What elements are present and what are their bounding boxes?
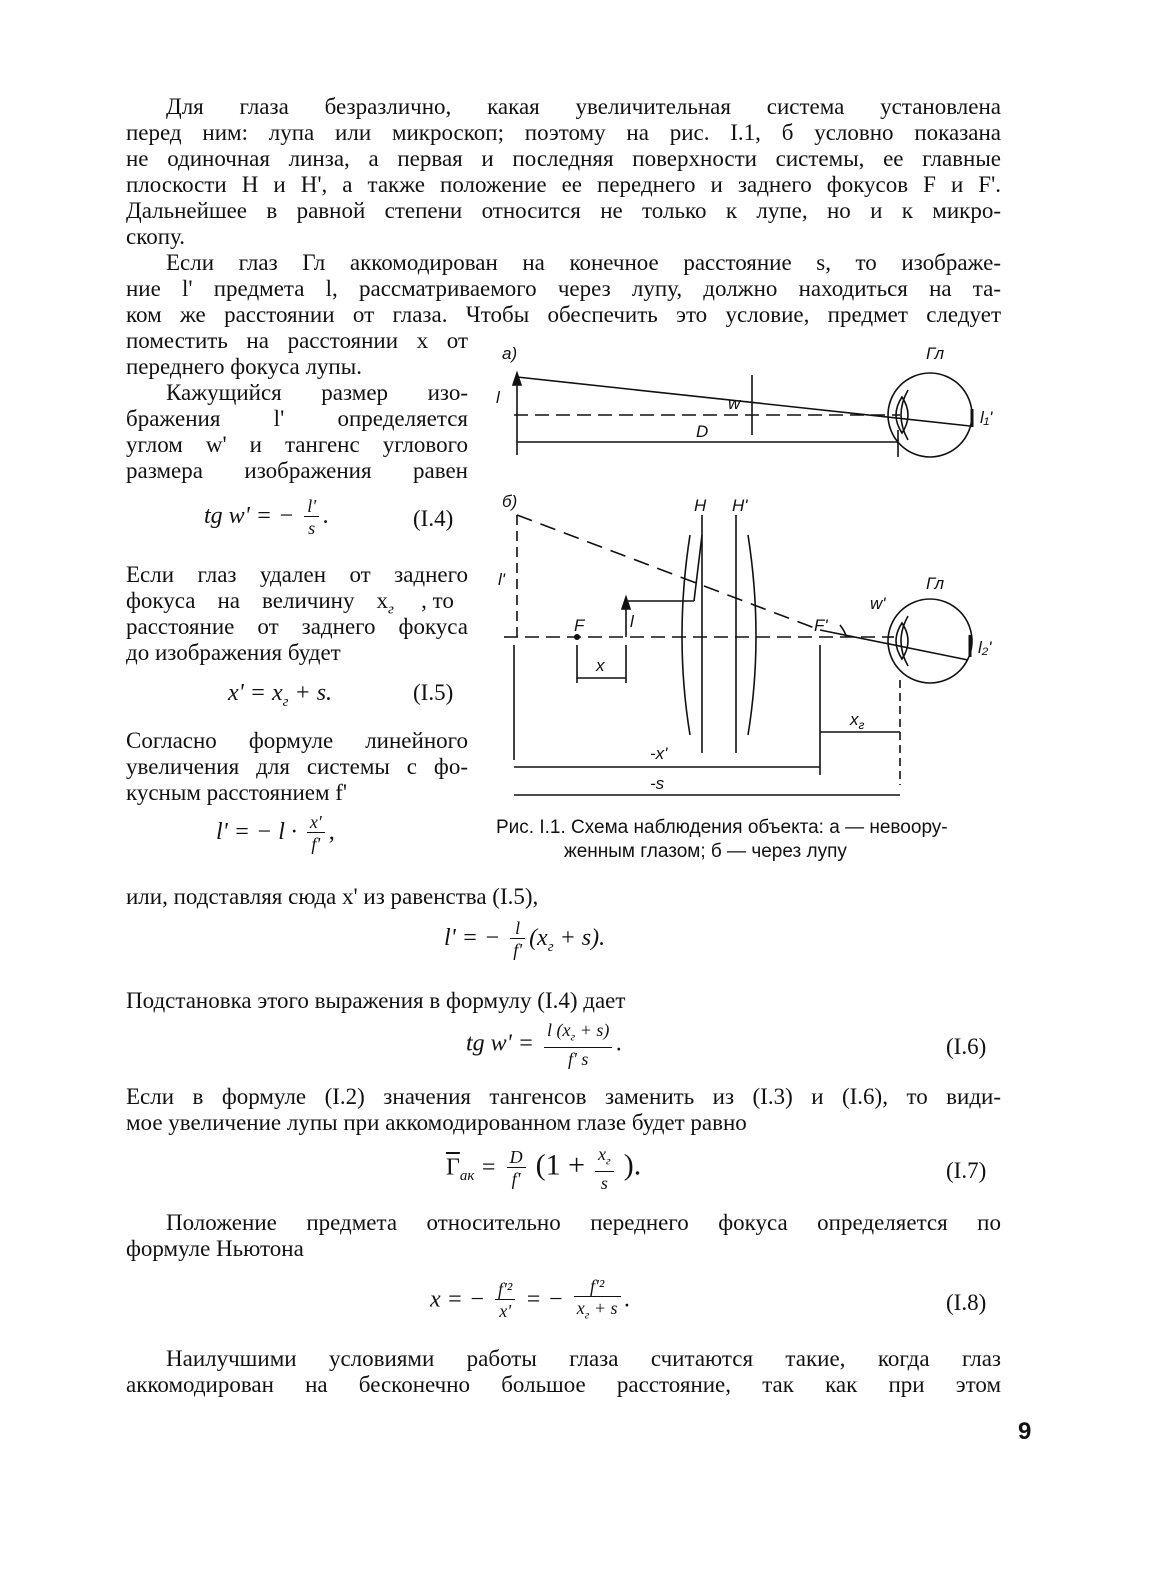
text-line: Если глаз удален от заднего xyxy=(126,562,468,587)
text-line: Если в формуле (I.2) значения тангенсов заменить из (I.3) и (I.6), то види- xyxy=(126,1084,1001,1109)
distance-label-xr: $x_г$ xyxy=(850,710,865,732)
equation-1-7 xyxy=(446,1144,641,1194)
angle-label-w-prime: w' xyxy=(870,594,886,613)
equation-lhs: l' = − l · xyxy=(216,819,297,846)
text-line: скопу. xyxy=(126,224,185,249)
lens-front-surface xyxy=(682,535,690,735)
equation-lhs: tg w' = − xyxy=(204,503,295,530)
equation-tail: (x xyxy=(529,925,548,952)
focus-label-F: F xyxy=(574,616,585,635)
object-label-b: l xyxy=(630,612,634,631)
arrow-head xyxy=(513,373,521,385)
equation-linear-magnification xyxy=(216,812,335,855)
distance-label-minus-s: -s xyxy=(650,774,665,793)
fraction xyxy=(307,812,325,855)
fraction-numerator: l xyxy=(510,918,525,939)
text-line: кусным расстоянием f' xyxy=(126,780,348,805)
fraction-numerator: $x_г$ xyxy=(595,1144,614,1172)
distance-label-minus-x-prime: -x' xyxy=(650,744,668,763)
text-line: Согласно формуле линейного xyxy=(126,728,468,753)
equation-sign: = xyxy=(474,1154,497,1181)
equation-gamma: $\overline{\Gamma}$ xyxy=(446,1154,460,1181)
text-line: расстояние от заднего фокуса xyxy=(126,614,468,639)
equation-number: (I.6) xyxy=(946,1034,987,1059)
text-line: углом w' и тангенс углового xyxy=(126,432,468,457)
text-line: Для глаза безразлично, какая увеличительная система установлена xyxy=(166,94,1001,119)
fraction xyxy=(544,1020,612,1070)
text-line: Положение предмета относительно переднего фокуса определяется по xyxy=(166,1210,1001,1235)
fraction-denominator: s xyxy=(600,1172,608,1193)
equation-lhs: x' = x xyxy=(228,680,283,706)
distance-label-D: D xyxy=(696,422,709,441)
fraction-numerator: D xyxy=(507,1147,526,1168)
equation-sign: = − xyxy=(525,1286,564,1313)
text-line: до изображения будет xyxy=(126,640,341,665)
text-line: размера изображения равен xyxy=(126,458,468,483)
equation-tail: + s). xyxy=(553,925,606,952)
equation-lhs: tg w' = xyxy=(466,1030,535,1057)
equation-lhs: x = − xyxy=(430,1286,486,1313)
plane-label-H: H xyxy=(694,496,707,515)
fraction-denominator: s xyxy=(308,518,316,538)
fraction xyxy=(507,1147,526,1190)
fraction-denominator: $x_г + s$ xyxy=(576,1298,618,1322)
parenthesis-open: (1 + xyxy=(535,1148,586,1182)
text-line: Подстановка этого выражения в формулу (I.4) дает xyxy=(126,988,626,1013)
image-label-b: l' xyxy=(498,570,506,589)
focus-label-F-prime: F' xyxy=(814,616,828,635)
subscript: ак xyxy=(459,1168,475,1185)
text-line: ние l' предмета l, рассматриваемого через лупу, должно находиться на та- xyxy=(126,276,1001,301)
fraction xyxy=(304,496,319,539)
equation-1-8 xyxy=(430,1276,631,1326)
fraction-denominator: f' xyxy=(511,1169,521,1190)
text-line: увеличения для системы с фо- xyxy=(126,754,468,779)
fraction-denominator: f' xyxy=(311,834,321,854)
fraction-numerator: f'² xyxy=(495,1279,515,1300)
fraction-denominator: f' s xyxy=(568,1048,589,1069)
text-line: поместить на расстоянии x от xyxy=(126,328,468,353)
fraction-numerator: f'² xyxy=(574,1276,621,1297)
equation-tail: , xyxy=(328,819,335,846)
text-line: или, подставляя сюда x' из равенства (I.5), xyxy=(126,884,539,909)
figure-label-b: б) xyxy=(502,492,518,511)
equation-tail: . xyxy=(624,1286,631,1313)
caption-line: женным глазом; б — через лупу xyxy=(564,841,847,862)
equation-number: (I.8) xyxy=(946,1290,987,1315)
text-span: , то xyxy=(421,588,454,613)
arrow-head xyxy=(622,597,630,609)
text-line: переднего фокуса лупы. xyxy=(126,354,362,379)
text-line: бражения l' определяется xyxy=(126,406,468,431)
fraction-denominator: f' xyxy=(513,940,523,960)
equation-1-6 xyxy=(466,1020,622,1070)
text-line: Наилучшими условиями работы глаза считаются такие, когда глаз xyxy=(166,1346,1001,1371)
fraction xyxy=(595,1144,614,1194)
fraction-numerator: l' xyxy=(304,496,319,517)
virtual-ray xyxy=(517,515,820,630)
retina-label-a: l₁' xyxy=(980,408,993,427)
figure-1-1 xyxy=(490,335,1010,810)
equation-1-5 xyxy=(228,680,332,711)
retina-label-b: l₂' xyxy=(978,638,992,657)
angle-label-w: w xyxy=(728,394,741,413)
lens-back-surface xyxy=(748,535,756,735)
text-line: плоскости H и H', а также положение ее переднего и заднего фокусов F и F'. xyxy=(126,172,1001,197)
ray-to-lens xyxy=(694,535,702,601)
text-line: Дальнейшее в равной степени относится не только к лупе, но и к микро- xyxy=(126,198,1001,223)
subscript: г xyxy=(547,938,554,955)
distance-label-x: x xyxy=(596,656,605,675)
text-line: аккомодирован на бесконечно большое расстояние, так как при этом xyxy=(126,1372,1001,1397)
object-label-a: l xyxy=(496,388,500,407)
text-line: формуле Ньютона xyxy=(126,1236,304,1261)
equation-lhs: l' = − xyxy=(444,925,501,952)
text-line: ком же расстоянии от глаза. Чтобы обеспечить это условие, предмет следует xyxy=(126,302,1001,327)
figure-label-a: а) xyxy=(502,344,518,363)
equation-number: (I.7) xyxy=(946,1158,987,1183)
plane-label-H-prime: H' xyxy=(732,496,748,515)
subscript: г xyxy=(282,693,289,710)
text-line: перед ним: лупа или микроскоп; поэтому на рис. I.1, б условно показана xyxy=(126,120,1001,145)
equation-number: (I.5) xyxy=(413,680,454,705)
equation-tail: + s. xyxy=(288,680,333,706)
caption-line: Рис. I.1. Схема наблюдения объекта: а — невоору- xyxy=(496,817,948,838)
text-line: мое увеличение лупы при аккомодированном глазе будет равно xyxy=(126,1110,747,1135)
fraction-numerator: l $(x_г + s)$ xyxy=(544,1020,612,1048)
text-line: не одиночная линза, а первая и последняя поверхности системы, ее главные xyxy=(126,146,1001,171)
real-ray-b xyxy=(820,630,968,660)
equation-tail: . xyxy=(323,503,330,530)
parenthesis-close: ). xyxy=(623,1148,642,1182)
text-line: Если глаз Гл аккомодирован на конечное расстояние s, то изображе- xyxy=(166,250,1001,275)
page-number: 9 xyxy=(1018,1418,1032,1445)
fraction xyxy=(510,918,525,961)
fraction-numerator: x' xyxy=(307,812,325,833)
equation-number: (I.4) xyxy=(413,506,454,531)
eye-label-a: Гл xyxy=(926,344,945,363)
equation-1-4 xyxy=(204,496,329,539)
fraction xyxy=(574,1276,621,1326)
equation-tail: . xyxy=(616,1030,623,1057)
text-line: Кажущийся размер изо- xyxy=(166,380,468,405)
equation-substitution xyxy=(444,918,605,961)
subscript: г xyxy=(388,601,394,618)
eye-label-b: Гл xyxy=(926,574,945,593)
fraction xyxy=(495,1279,515,1322)
text-span: фокуса на величину x xyxy=(126,588,388,613)
fraction-denominator: x' xyxy=(499,1301,512,1322)
